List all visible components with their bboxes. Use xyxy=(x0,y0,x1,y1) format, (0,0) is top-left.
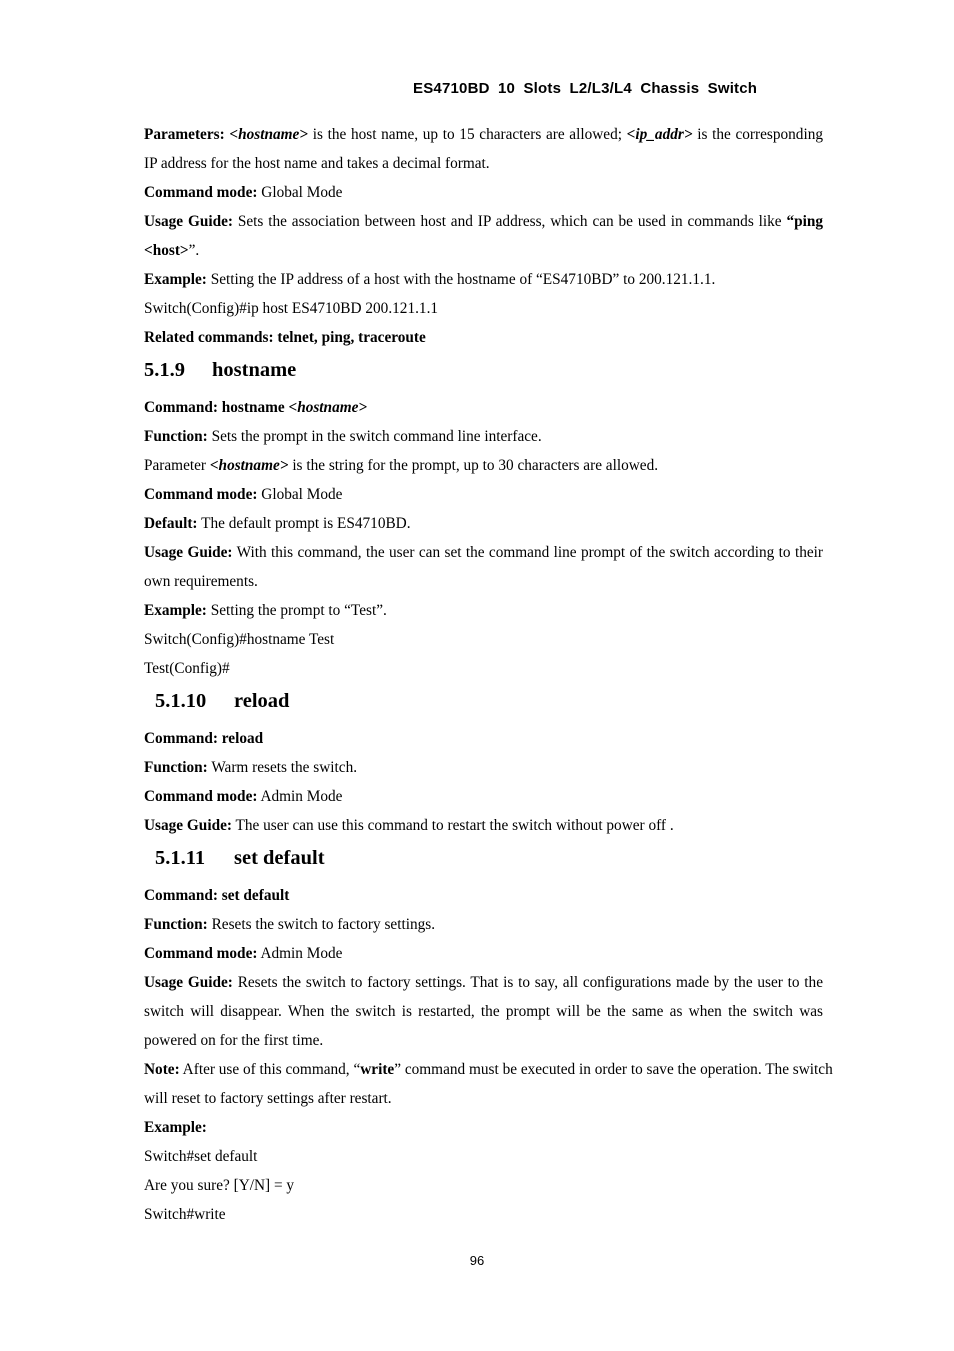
set-default-function: Function: Resets the switch to factory settings. xyxy=(144,916,436,933)
set-default-usage-guide: Usage Guide: Resets the switch to factory settings. That is to say, all configurations made by the user to the switch will disappear. When the switch is restarted, the prompt will be the same as when the switch was powered on for the first time. xyxy=(144,974,824,1049)
page-number: 96 xyxy=(469,1253,485,1268)
hostname-parameter: Parameter <hostname> is the string for the prompt, up to 30 characters are allowed. xyxy=(144,457,659,474)
section-heading-set-default: 5.1.11 set default xyxy=(155,847,325,869)
parameters-paragraph: Parameters: <hostname> is the host name, up to 15 characters are allowed; <ip_addr> is the corresponding IP address for the host name and takes a decimal format. xyxy=(144,126,824,172)
hostname-example: Example: Setting the prompt to “Test”. xyxy=(144,602,387,619)
usage-guide-paragraph: Usage Guide: Sets the association between host and IP address, which can be used in commands like “ping <host>”. xyxy=(144,213,824,259)
set-default-note: Note: After use of this command, “write” command must be executed in order to save the operation. The switch will reset to factory settings after restart. xyxy=(144,1061,833,1107)
reload-usage-guide: Usage Guide: The user can use this command to restart the switch without power off . xyxy=(144,817,674,834)
hostname-function: Function: Sets the prompt in the switch command line interface. xyxy=(144,428,542,445)
section-heading-reload: 5.1.10 reload xyxy=(155,690,290,712)
hostname-command: Command: hostname <hostname> xyxy=(144,399,368,416)
hostname-code-line: Switch(Config)#hostname Test xyxy=(144,631,335,648)
set-default-code-line: Switch#set default xyxy=(144,1148,258,1165)
running-header: ES4710BD 10 Slots L2/L3/L4 Chassis Switch xyxy=(413,80,758,97)
section-heading-hostname: 5.1.9 hostname xyxy=(144,359,297,381)
set-default-example-label: Example: xyxy=(144,1119,207,1136)
ipaddr-arg: <ip_addr> xyxy=(626,126,693,143)
command-mode-line: Command mode: Global Mode xyxy=(144,184,343,201)
hostname-code-line: Test(Config)# xyxy=(144,660,230,677)
set-default-code-line: Switch#write xyxy=(144,1206,226,1223)
example-line: Example: Setting the IP address of a host with the hostname of “ES4710BD” to 200.121.1.1. xyxy=(144,271,716,288)
set-default-command: Command: set default xyxy=(144,887,290,904)
set-default-command-mode: Command mode: Admin Mode xyxy=(144,945,343,962)
parameters-label: Parameters: xyxy=(144,126,225,143)
set-default-code-line: Are you sure? [Y/N] = y xyxy=(144,1177,295,1194)
reload-command: Command: reload xyxy=(144,730,264,747)
reload-command-mode: Command mode: Admin Mode xyxy=(144,788,343,805)
page-body xyxy=(144,120,833,1229)
related-commands: Related commands: telnet, ping, traceroute xyxy=(144,329,426,346)
hostname-usage-guide: Usage Guide: With this command, the user can set the command line prompt of the switch according to their own requirements. xyxy=(144,544,823,590)
hostname-arg: <hostname> xyxy=(229,126,309,143)
reload-function: Function: Warm resets the switch. xyxy=(144,759,358,776)
example-command: Switch(Config)#ip host ES4710BD 200.121.1.1 xyxy=(144,300,439,317)
hostname-default: Default: The default prompt is ES4710BD. xyxy=(144,515,411,532)
hostname-command-mode: Command mode: Global Mode xyxy=(144,486,343,503)
